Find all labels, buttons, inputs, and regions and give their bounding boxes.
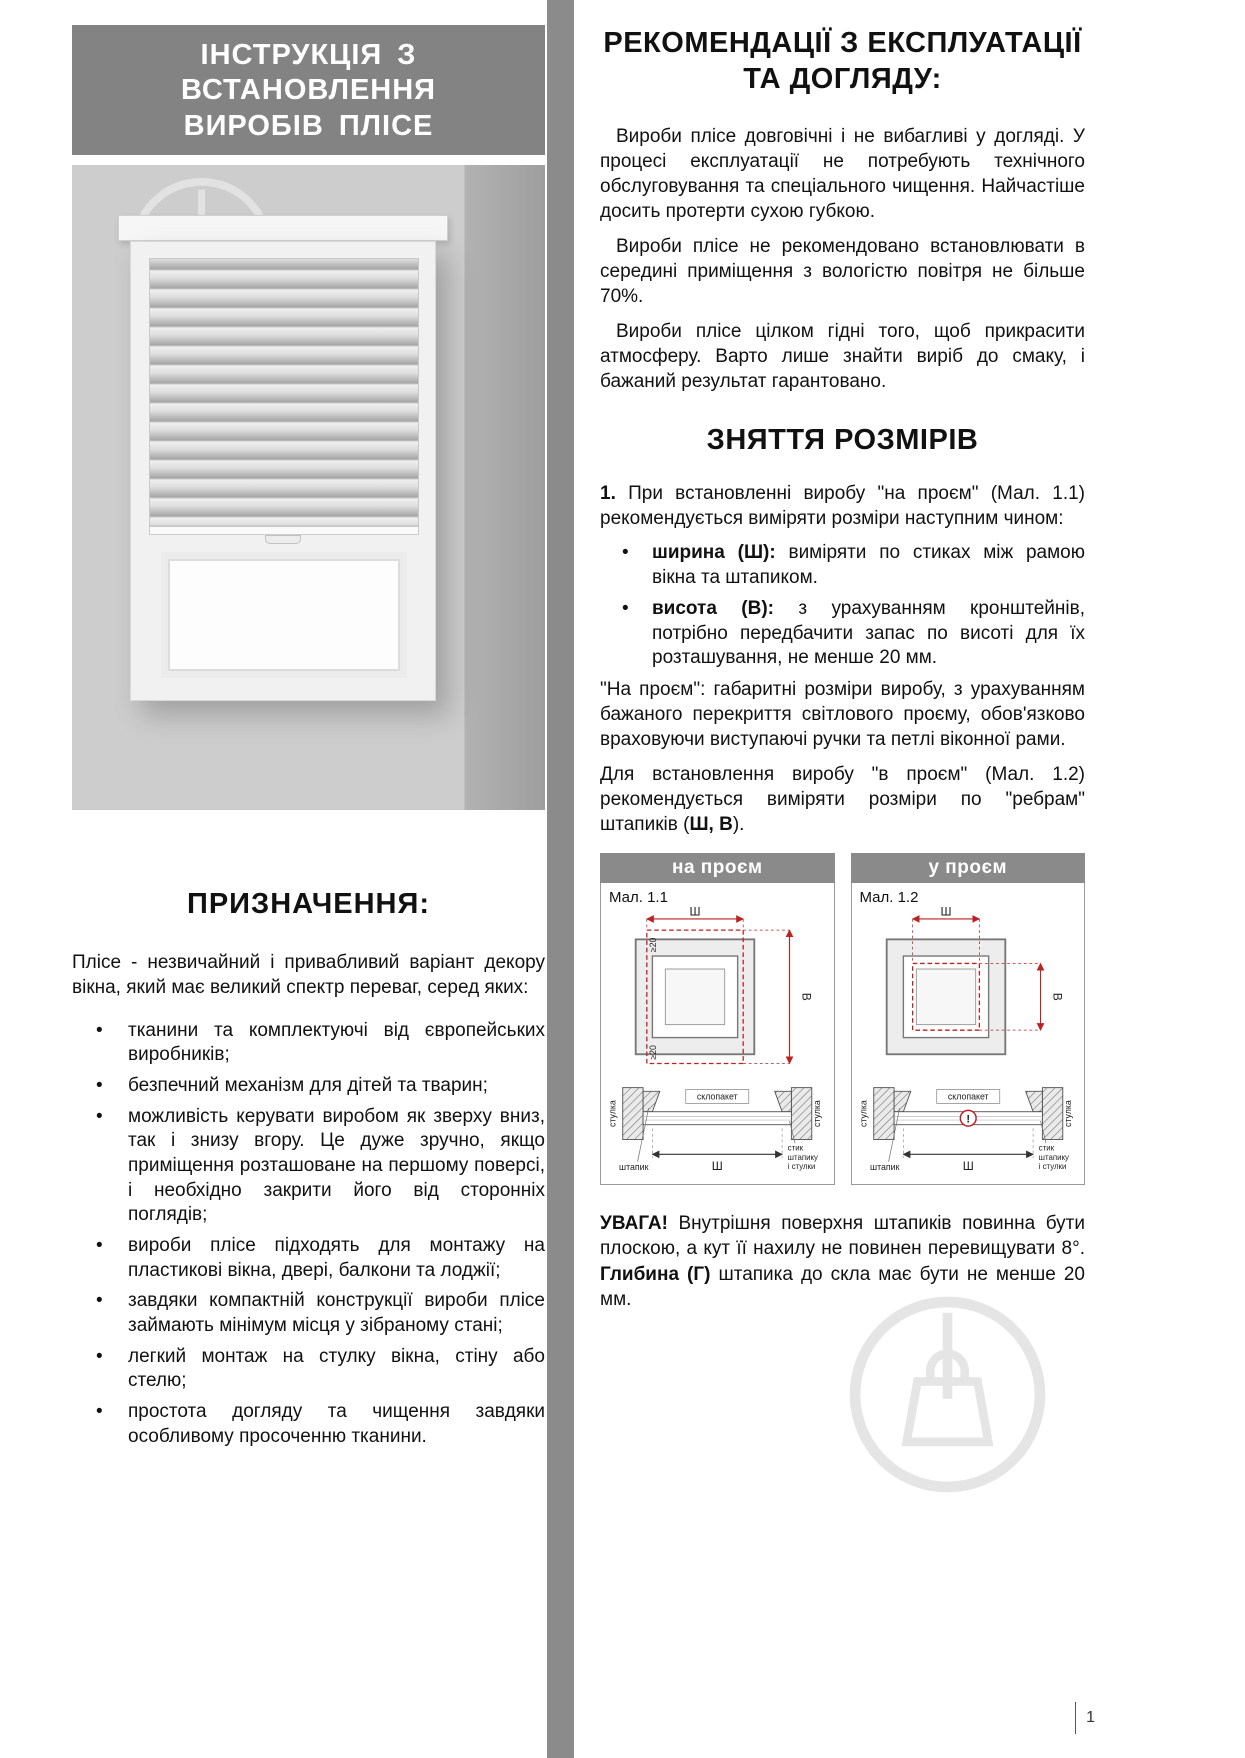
window-drawing: [636, 906, 814, 1064]
measure-paragraph-3-text2: ).: [732, 814, 745, 836]
page-number-rule: [1075, 1702, 1076, 1734]
figure-2-label: Мал. 1.2: [859, 889, 919, 907]
attention-text-1: Внутрішня поверхня штапиків повинна бути плоскою, а кут її нахилу не повинен перевищувати 8°.: [600, 1213, 1085, 1260]
header-title-line1: ІНСТРУКЦІЯ З ВСТАНОВЛЕННЯ: [180, 39, 437, 107]
product-photo: [72, 165, 545, 810]
joint-label-line3: і стулки: [787, 1162, 816, 1172]
height-dimension-label: В: [1050, 993, 1065, 1002]
figure-1-label: Мал. 1.1: [609, 889, 668, 907]
measure-list: [600, 541, 1085, 670]
cross-section-drawing: [858, 1088, 1073, 1173]
glazing-label: склопакет: [947, 1092, 989, 1103]
joint-label-line2: штапику: [1038, 1153, 1069, 1163]
purpose-intro: Плісе - незвичайний і привабливий варіант декору вікна, який має великий спектр переваг, серед яких:: [72, 952, 545, 998]
measure-paragraph-1-text: При встановленні виробу "на проєм" (Мал. 1.1) рекомендується виміряти розміри наступним чином:: [600, 483, 1085, 530]
height-definition: з урахуванням кронштейнів, потрібно передбачити запас по висоті для їх розташування, не менше 20 мм.: [652, 597, 1085, 669]
blind-bottom-rail: [149, 526, 419, 535]
figure-2-diagram: [852, 906, 1085, 1184]
window-frame: [130, 241, 436, 701]
page-number-value: 1: [1086, 1709, 1095, 1726]
care-heading-line2: ТА ДОГЛЯДУ:: [743, 63, 942, 96]
list-item: [600, 541, 1085, 590]
list-item: [600, 597, 1085, 671]
measure-paragraph-3-bold: Ш, В: [689, 814, 733, 836]
figure-1-header: на проєм: [600, 853, 835, 883]
joint-label-line3: і стулки: [1038, 1162, 1066, 1172]
joint-label-line2: штапику: [787, 1153, 818, 1163]
list-item: • тканини та комплектуючі від європейських виробників;: [72, 1019, 545, 1068]
glazing-label: склопакет: [696, 1092, 738, 1103]
list-item: • завдяки компактній конструкції вироби плісе займають мінімум місця у зібраному стані;: [72, 1289, 545, 1338]
cross-section-drawing: [607, 1088, 822, 1173]
measure-paragraph-3: [600, 762, 1085, 837]
left-header-banner: [72, 25, 545, 155]
figure-1-body: [600, 883, 835, 1185]
figure-na-proem: [600, 853, 835, 1185]
sash-right-label: стулка: [812, 1100, 823, 1128]
list-item: • безпечний механізм для дітей та тварин;: [72, 1074, 545, 1099]
window-glass: [161, 552, 407, 678]
gap-top-label: ≥20: [648, 937, 659, 953]
width-definition: виміряти по стиках між рамою вікна та штапиком.: [652, 542, 1085, 589]
left-column: [72, 25, 545, 1456]
section-width-label: Ш: [711, 1159, 723, 1174]
care-paragraph-2: Вироби плісе не рекомендовано встановлювати в середині приміщення з вологістю повітря не більше 70%.: [600, 235, 1085, 307]
figures-row: [600, 853, 1085, 1185]
figure-1-diagram: [601, 906, 834, 1184]
bead-label: штапик: [869, 1162, 899, 1173]
width-dimension-label: Ш: [689, 906, 701, 919]
attention-text-2: штапика до скла має бути не менше 20 мм.: [600, 1263, 1085, 1310]
sash-left-label: стулка: [607, 1100, 618, 1128]
pleated-blind: [149, 258, 419, 526]
attention-depth-term: Глибина (Г): [600, 1263, 711, 1285]
gap-bottom-label: ≥20: [648, 1045, 659, 1061]
measure-step-number: 1.: [600, 483, 616, 505]
height-dimension-label: В: [799, 993, 814, 1002]
list-item: • вироби плісе підходять для монтажу на пластикові вікна, двері, балкони та лоджії;: [72, 1234, 545, 1283]
care-paragraph-1: Вироби плісе довговічні і не вибагливі у догляді. У процесі експлуатації не потребують технічного обслуговування та спеціального чищення. Найчастіше досить протерти сухою губкою.: [600, 125, 1085, 222]
section-width-label: Ш: [962, 1159, 974, 1174]
care-paragraph-3: Вироби плісе цілком гідні того, щоб прикрасити атмосферу. Варто лише знайти виріб до смаку, і бажаний результат гарантовано.: [600, 321, 1085, 393]
measure-paragraph-2: "На проєм": габаритні розміри виробу, з урахуванням бажаного перекриття світлового проєму, обов'язково враховуючи виступаючі ручки та петлі віконної рами.: [600, 678, 1085, 751]
watermark-logo-icon: [840, 1287, 1055, 1502]
measure-paragraph-1: [600, 481, 1085, 531]
page-number: [1075, 1702, 1095, 1734]
purpose-list: [72, 1019, 545, 1450]
attention-paragraph: [600, 1211, 1085, 1311]
measure-heading: ЗНЯТТЯ РОЗМІРІВ: [706, 424, 979, 457]
header-title-line2: ВИРОБІВ ПЛІСЕ: [183, 109, 434, 142]
measure-paragraph-3-text1: Для встановлення виробу "в проєм" (Мал. 1.2) рекомендується виміряти розміри по "ребрам" штапиків (: [600, 764, 1085, 836]
bead-label: штапик: [619, 1162, 649, 1173]
warning-mark: !: [965, 1113, 970, 1126]
blind-handle-tab: [265, 535, 301, 544]
window-drawing: [886, 906, 1064, 1054]
joint-label-line1: стик: [787, 1143, 804, 1153]
blind-cassette: [118, 215, 448, 241]
column-divider: [547, 0, 574, 1758]
list-item: • простота догляду та чищення завдяки особливому просоченню тканини.: [72, 1400, 545, 1449]
figure-2-header: у проєм: [851, 853, 1086, 883]
purpose-heading: ПРИЗНАЧЕННЯ:: [187, 888, 430, 921]
height-term: висота (В):: [652, 597, 775, 619]
width-term: ширина (Ш):: [652, 542, 776, 564]
joint-label-line1: стик: [1038, 1143, 1054, 1153]
care-heading: [600, 25, 1085, 98]
figure-u-proem: [851, 853, 1086, 1185]
sash-right-label: стулка: [1062, 1100, 1073, 1128]
list-item: • можливість керувати виробом як зверху вниз, так і знизу вгору. Це дуже зручно, якщо приміщення розташоване на першому поверсі, і необхідно закрити його від сторонніх поглядів;: [72, 1105, 545, 1228]
right-column: [600, 25, 1085, 1322]
width-dimension-label: Ш: [939, 906, 952, 919]
figure-2-body: [851, 883, 1086, 1185]
attention-label: УВАГА!: [600, 1213, 668, 1235]
list-item: • легкий монтаж на стулку вікна, стіну або стелю;: [72, 1345, 545, 1394]
care-heading-line1: РЕКОМЕНДАЦІЇ З ЕКСПЛУАТАЦІЇ: [603, 27, 1082, 59]
sash-left-label: стулка: [857, 1100, 868, 1128]
